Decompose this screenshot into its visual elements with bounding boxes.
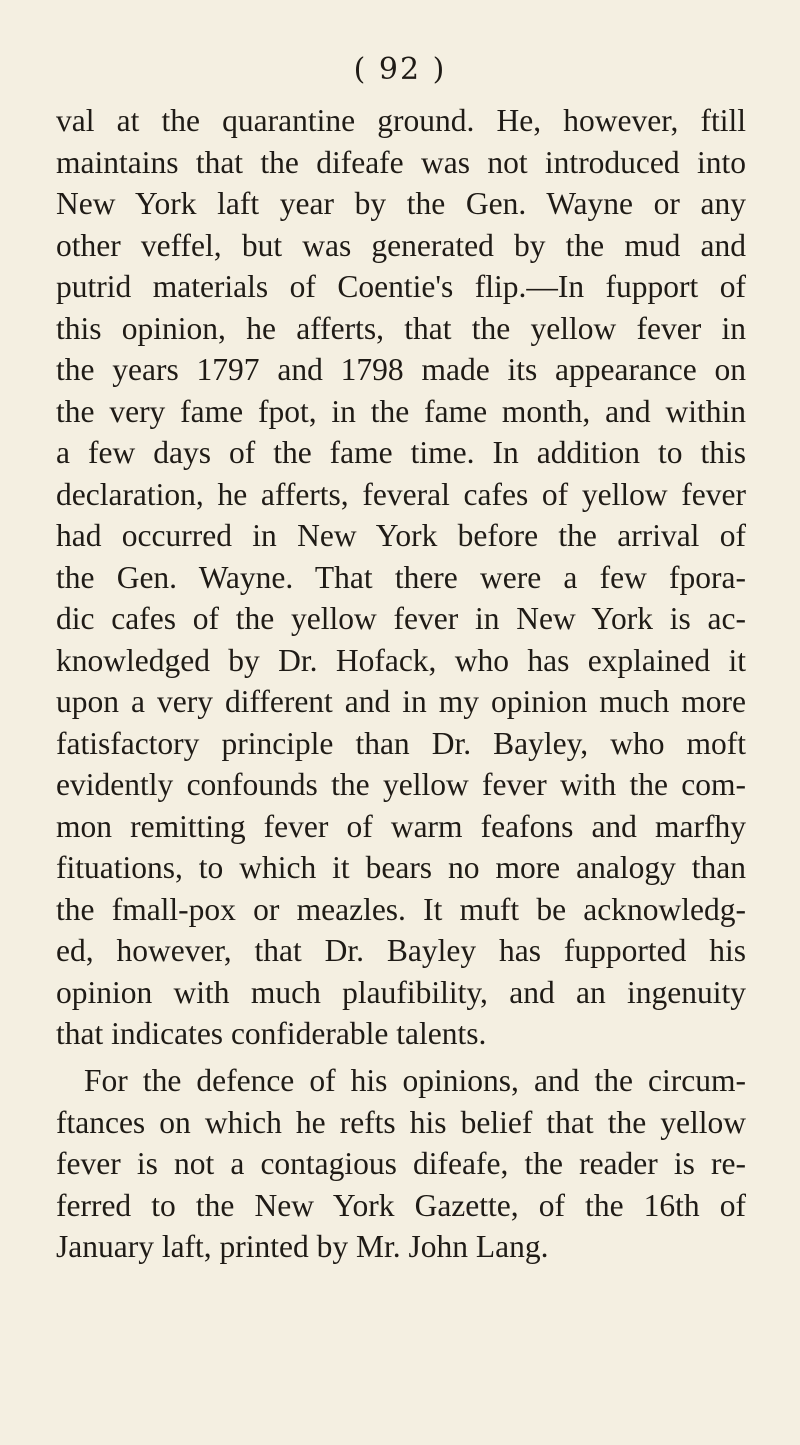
- text-line: this opinion, he afferts, that the yellow fever in: [56, 310, 746, 346]
- text-line: knowledged by Dr. Hofack, who has explained it: [56, 642, 746, 678]
- paragraph-1: [56, 100, 746, 1055]
- page-number: ( 92 ): [353, 52, 447, 87]
- text-line: evidently confounds the yellow fever with the com-: [56, 767, 746, 802]
- text-line: mon remitting fever of warm feafons and marfhy: [56, 808, 746, 844]
- text-line: the very fame fpot, in the fame month, and within: [56, 393, 746, 429]
- text-line: upon a very different and in my opinion much more: [56, 684, 746, 719]
- text-line: the Gen. Wayne. That there were a few fpora-: [56, 559, 746, 595]
- text-line: fituations, to which it bears no more analogy than: [56, 850, 746, 885]
- text-line: ferred to the New York Gazette, of the 16th of: [56, 1187, 746, 1223]
- text-line: the fmall-pox or meazles. It muft be acknowledg-: [56, 891, 746, 927]
- text-line: fatisfactory principle than Dr. Bayley, who moft: [56, 725, 746, 761]
- text-line: For the defence of his opinions, and the circum-: [84, 1063, 746, 1098]
- text-line: the years 1797 and 1798 made its appearance on: [56, 352, 746, 387]
- text-line: New York laft year by the Gen. Wayne or any: [56, 186, 746, 221]
- text-line: other veffel, but was generated by the mud and: [56, 227, 746, 263]
- text-line: maintains that the difeafe was not introduced into: [56, 144, 746, 180]
- text-line: a few days of the fame time. In addition to this: [56, 435, 746, 470]
- text-line: ed, however, that Dr. Bayley has fupported his: [56, 933, 746, 968]
- text-line: that indicates confiderable talents.: [56, 1016, 487, 1051]
- text-line: opinion with much plaufibility, and an ingenuity: [56, 974, 746, 1010]
- text-line: declaration, he afferts, feveral cafes of yellow fever: [56, 476, 746, 512]
- text-line: val at the quarantine ground. He, however, ftill: [56, 103, 746, 138]
- text-line: ftances on which he refts his belief that the yellow: [56, 1104, 746, 1140]
- text-line: putrid materials of Coentie's flip.—In fupport of: [56, 269, 746, 304]
- text-line: fever is not a contagious difeafe, the reader is re-: [56, 1146, 746, 1181]
- text-line: January laft, printed by Mr. John Lang.: [56, 1229, 549, 1264]
- text-line: dic cafes of the yellow fever in New York is ac-: [56, 601, 746, 636]
- paragraph-2: [56, 1060, 746, 1268]
- text-line: had occurred in New York before the arrival of: [56, 518, 746, 553]
